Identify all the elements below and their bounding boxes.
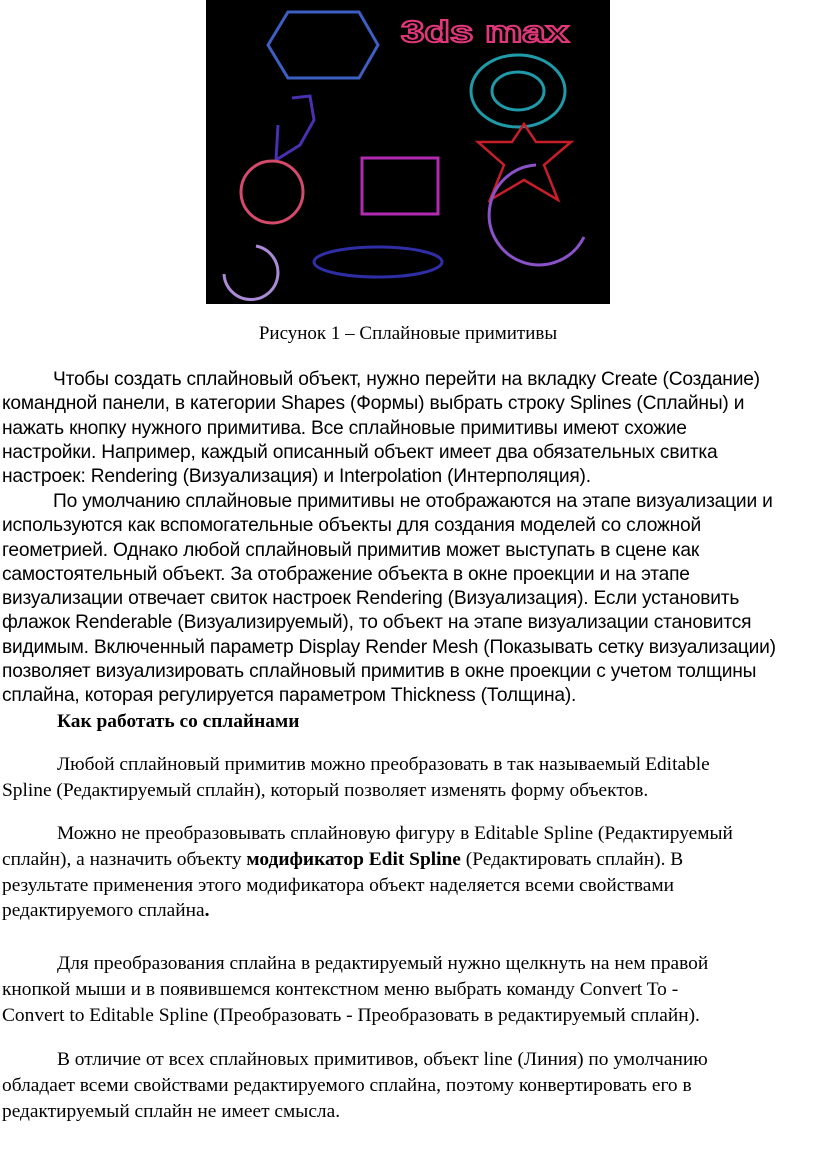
text-line: Spline (Редактируемый сплайн), который позволяет изменять форму объектов. bbox=[2, 779, 649, 801]
section-heading: Как работать со сплайнами bbox=[57, 711, 300, 732]
text-line bbox=[2, 898, 802, 924]
spline-primitives-illustration bbox=[206, 0, 610, 304]
bold-period: . bbox=[204, 900, 210, 922]
text-line: Можно не преобразовывать сплайновую фигуру в Editable Spline (Редактируемый bbox=[57, 823, 733, 844]
paragraph-create-splines bbox=[2, 368, 802, 489]
text-line bbox=[2, 847, 802, 873]
text-line: Чтобы создать сплайновый объект, нужно перейти на вкладку Create (Создание) bbox=[53, 369, 760, 390]
text-line: визуализации отвечает свиток настроек Rendering (Визуализация). Если установить bbox=[2, 588, 740, 610]
text-line: настроек: Rendering (Визуализация) и Interpolation (Интерполяция). bbox=[2, 466, 591, 488]
text-line: редактируемый сплайн не имеет смысла. bbox=[2, 1100, 341, 1122]
text-line: геометрией. Однако любой сплайновый примитив может выступать в сцене как bbox=[2, 539, 700, 561]
text-line: кнопкой мыши и в появившемся контекстном меню выбрать команду Convert To - bbox=[2, 978, 679, 1000]
modifier-name-bold: модификатор Edit Spline bbox=[246, 848, 461, 870]
text-line: самостоятельный объект. За отображение объекта в окне проекции и на этапе bbox=[2, 563, 690, 585]
text-line: обладает всеми свойствами редактируемого сплайна, поэтому конвертировать его в bbox=[2, 1074, 692, 1096]
text-line: сплайна, которая регулируется параметром Thickness (Толщина). bbox=[2, 685, 577, 707]
text-fragment: (Редактировать сплайн). В bbox=[460, 848, 684, 870]
text-line: используются как вспомогательные объекты для создания моделей со сложной bbox=[2, 515, 702, 537]
text-line: настройки. Например, каждый описанный объект имеет два обязательных свитка bbox=[2, 441, 718, 463]
text-line: флажок Renderable (Визуализируемый), то объект на этапе визуализации становится bbox=[2, 612, 752, 634]
paragraph-rendering bbox=[2, 490, 802, 709]
text-line: В отличие от всех сплайновых примитивов, объект line (Линия) по умолчанию bbox=[57, 1049, 708, 1070]
text-fragment: редактируемого сплайна bbox=[2, 900, 205, 922]
text-line: По умолчанию сплайновые примитивы не отображаются на этапе визуализации и bbox=[53, 491, 773, 512]
paragraph-edit-spline-modifier bbox=[2, 821, 802, 924]
text-line: нажать кнопку нужного примитива. Все сплайновые примитивы имеют схожие bbox=[2, 417, 687, 439]
spline-primitives-figure bbox=[206, 0, 610, 304]
text-line: видимым. Включенный параметр Display Render Mesh (Показывать сетку визуализации) bbox=[2, 636, 776, 658]
text-line: Для преобразования сплайна в редактируемый нужно щелкнуть на нем правой bbox=[57, 953, 709, 974]
text-fragment: сплайн), а назначить объекту bbox=[2, 848, 247, 870]
text-line: командной панели, в категории Shapes (Формы) выбрать строку Splines (Сплайны) и bbox=[2, 393, 745, 415]
figure-caption: Рисунок 1 – Сплайновые примитивы bbox=[258, 323, 558, 344]
text-line: позволяет визуализировать сплайновый примитив в окне проекции с учетом толщины bbox=[2, 661, 757, 683]
logo-3dsmax: 3ds max bbox=[401, 14, 571, 49]
paragraph-editable-spline bbox=[2, 752, 802, 804]
text-line: результате применения этого модификатора объект наделяется всеми свойствами bbox=[2, 874, 674, 896]
text-line: Convert to Editable Spline (Преобразовать - Преобразовать в редактируемый сплайн). bbox=[2, 1004, 700, 1026]
paragraph-convert-command bbox=[2, 951, 802, 1028]
paragraph-line-object bbox=[2, 1047, 802, 1124]
text-line: Любой сплайновый примитив можно преобразовать в так называемый Editable bbox=[57, 754, 710, 775]
